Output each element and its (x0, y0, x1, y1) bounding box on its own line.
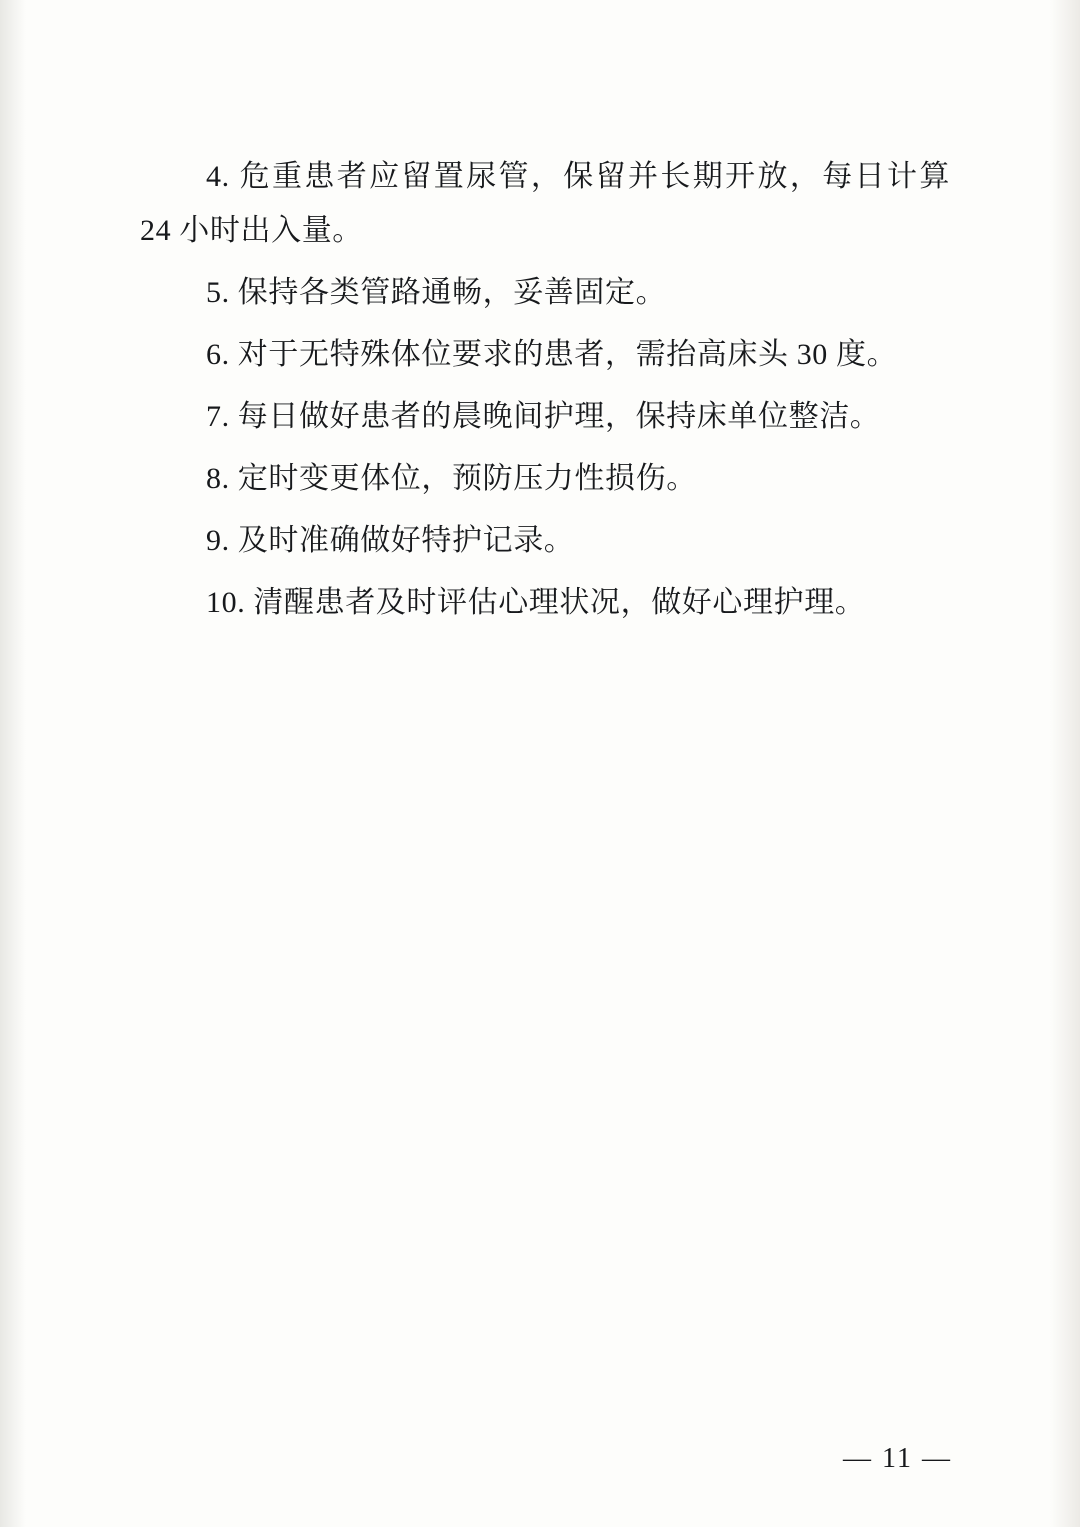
paragraph-9: 9. 及时准确做好特护记录。 (206, 524, 575, 557)
paragraph-6: 6. 对于无特殊体位要求的患者，需抬高床头 30 度。 (206, 338, 898, 371)
paragraph-8: 8. 定时变更体位，预防压力性损伤。 (206, 462, 697, 495)
paragraph-5: 5. 保持各类管路通畅，妥善固定。 (206, 276, 667, 309)
paragraph-7: 7. 每日做好患者的晨晚间护理，保持床单位整洁。 (206, 400, 881, 433)
paragraph-10: 10. 清醒患者及时评估心理状况，做好心理护理。 (206, 586, 866, 619)
paragraph-4: 4. 危重患者应留置尿管，保留并长期开放，每日计算 24 小时出入量。 (140, 160, 950, 247)
page-number: — 11 — (843, 1443, 952, 1474)
document-body (140, 150, 950, 638)
